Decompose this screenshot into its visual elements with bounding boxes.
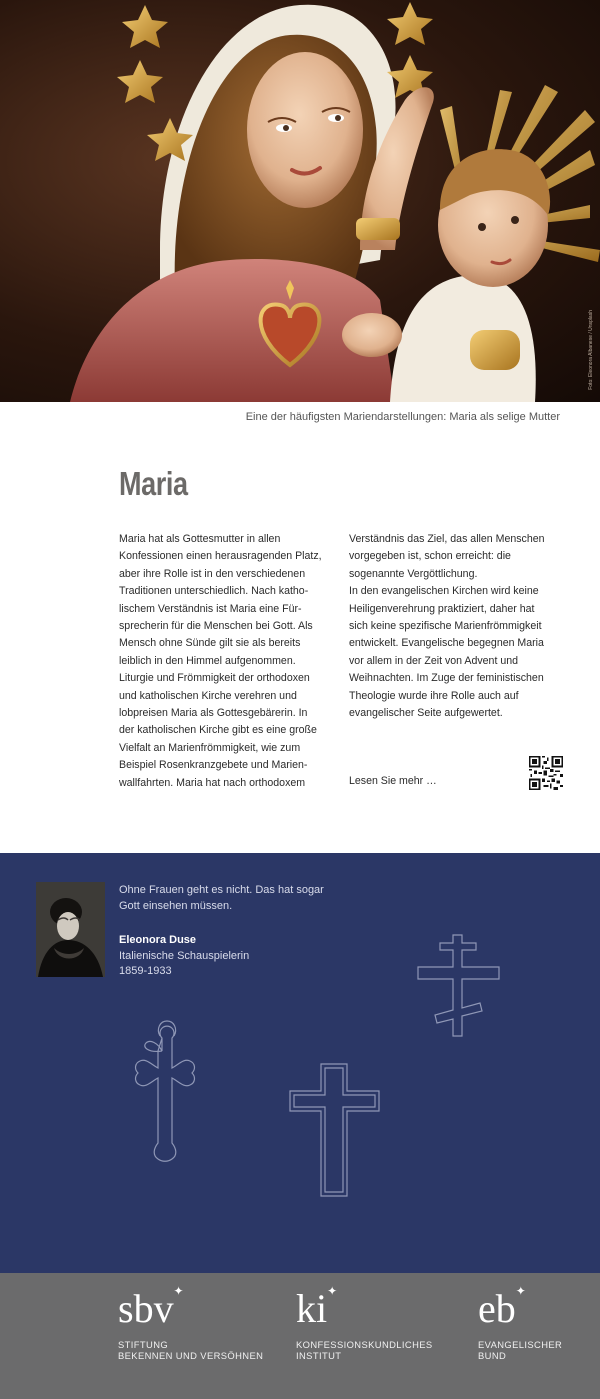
photo-credit: Foto: Eleonora Albanese / Unsplash [588, 310, 594, 390]
hero-illustration [0, 0, 600, 402]
logo-subtitle-line: STIFTUNG [118, 1339, 169, 1350]
logo-subtitle-line: EVANGELISCHER [478, 1339, 563, 1350]
logo-mark-text: sbv [118, 1286, 174, 1331]
logo-subtitle [118, 1339, 263, 1361]
author-role: Italienische Schauspielerin [119, 949, 250, 962]
article-line: und katholischen Kirche verehren und [119, 689, 297, 702]
qr-code-icon[interactable] [529, 756, 563, 790]
article-line: lischem Verständnis ist Maria eine Für- [119, 602, 302, 615]
author-years: 1859-1933 [119, 965, 172, 977]
article-line: evangelischer Seite aufgewertet. [349, 707, 503, 720]
logo-ki[interactable] [296, 1283, 433, 1361]
logo-mark [478, 1283, 526, 1335]
logo-mark-text: ki [296, 1286, 328, 1331]
article-line: vorgegeben ist, schon erreicht: die [349, 550, 511, 563]
logo-mark-text: eb [478, 1286, 516, 1331]
quote-line: Ohne Frauen geht es nicht. Das hat sogar [119, 884, 324, 896]
cross-decorations [0, 853, 600, 1273]
logo-mark [118, 1283, 184, 1335]
logo-subtitle-line: KONFESSIONSKUNDLICHES [296, 1339, 433, 1350]
article-column-2 [349, 531, 563, 722]
article-line: aber ihre Rolle ist in den verschiedenen [119, 567, 306, 580]
article-line: entwickelt. Evangelische begegnen Maria [349, 637, 544, 650]
budded-cross-icon [136, 1021, 195, 1161]
page-title: Maria [119, 465, 188, 502]
logo-subtitle [478, 1339, 562, 1361]
article-line: Heiligenverehrung praktiziert, daher hat [349, 602, 535, 615]
article-line: Theologie wurde ihre Rolle auch auf [349, 689, 519, 702]
article-line: Beispiel Rosenkranzgebete und Marien- [119, 759, 308, 772]
logo-eb[interactable] [478, 1283, 562, 1361]
logo-subtitle-line: BEKENNEN UND VERSÖHNEN [118, 1350, 264, 1361]
hero-image [0, 0, 600, 402]
article-line: sogenannte Vergöttlichung. [349, 567, 478, 580]
logo-subtitle [296, 1339, 433, 1361]
latin-cross-icon [290, 1064, 379, 1196]
star-icon: ✦ [515, 1284, 526, 1298]
article-line: sprecherin für die Menschen bei Gott. Als [119, 620, 313, 633]
article-line: sich keine spezifische Marienfrömmigkeit [349, 620, 542, 633]
image-caption: Eine der häufigsten Mariendarstellungen: Maria als selige Mutter [245, 411, 560, 423]
article-line: Mensch ohne Sünde gilt sie als bereits [119, 637, 301, 650]
logo-mark [296, 1283, 338, 1335]
article-line: Konfessionen einen herausragenden Platz, [119, 550, 322, 563]
article-line: Liturgie und Frömmigkeit der orthodoxen [119, 672, 310, 685]
article-line: In den evangelischen Kirchen wird keine [349, 585, 539, 598]
article-line: wallfahrten. Maria hat nach orthodoxem [119, 776, 306, 789]
article-line: lobpreisen Maria als Gottesgebärerin. In [119, 707, 308, 720]
logo-subtitle-line: INSTITUT [296, 1350, 342, 1361]
article-column-1 [119, 531, 333, 792]
article-line: der katholischen Kirche gibt es eine große [119, 724, 317, 737]
orthodox-cross-icon [418, 935, 499, 1036]
star-icon: ✦ [173, 1284, 184, 1298]
article-line: Vielfalt an Marienfrömmigkeit, wie zum [119, 741, 301, 754]
logo-sbv[interactable] [118, 1283, 263, 1361]
article-line: leiblich in den Himmel aufgenommen. [119, 654, 296, 667]
logo-subtitle-line: BUND [478, 1350, 507, 1361]
author-name: Eleonora Duse [119, 934, 197, 946]
star-icon: ✦ [327, 1284, 338, 1298]
quote-line: Gott einsehen müssen. [119, 900, 233, 912]
read-more-link[interactable]: Lesen Sie mehr … [349, 775, 437, 787]
article-line: vor allem in der Zeit von Advent und [349, 654, 519, 667]
article-line: Maria hat als Gottesmutter in allen [119, 533, 281, 545]
article-line: Traditionen unterschiedlich. Nach katho- [119, 585, 309, 598]
article-line: Verständnis das Ziel, das allen Menschen [349, 533, 545, 545]
article-line: Weihnachten. Im Zuge der feministischen [349, 672, 544, 685]
